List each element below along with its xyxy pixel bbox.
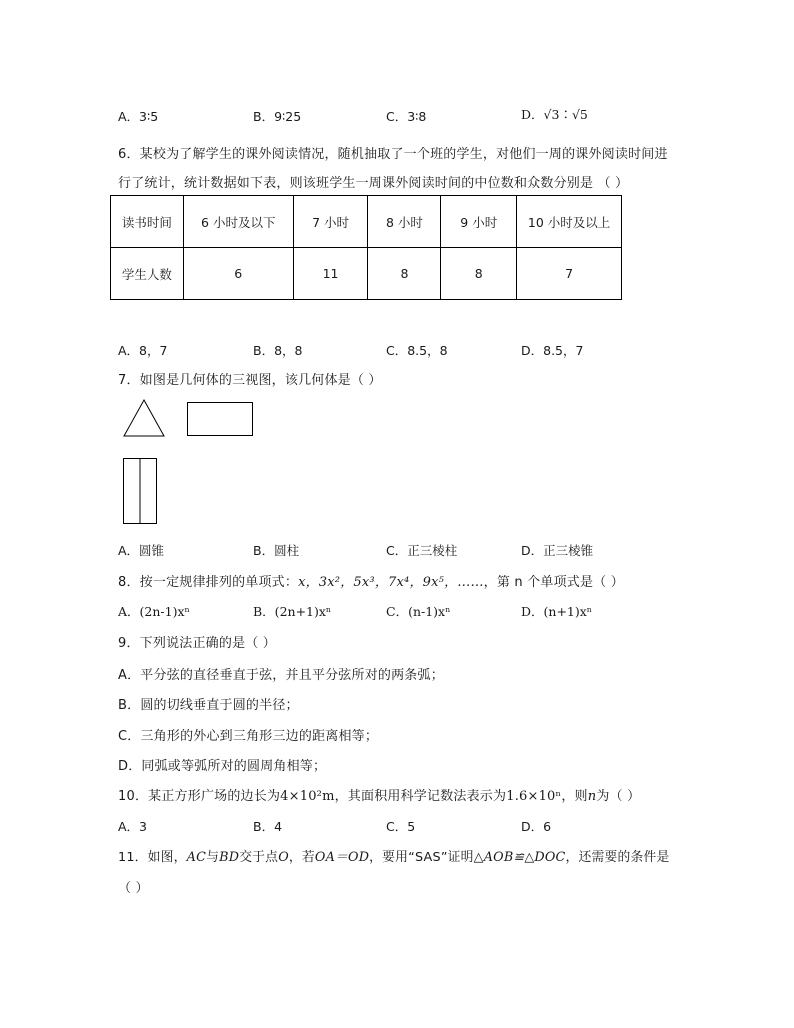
- table-cell: 6 小时及以下: [183, 196, 293, 248]
- table-cell: 8: [441, 248, 517, 300]
- table-cell: 8: [368, 248, 441, 300]
- q11-point-o: O: [278, 850, 289, 865]
- q11-stem-part5: ，要用“SAS”证明: [369, 850, 474, 865]
- q10-option-d: D．6: [521, 819, 552, 834]
- q5-option-d: D．√3∶√5: [521, 107, 588, 122]
- q6-option-d: D．8.5，7: [521, 343, 584, 358]
- table-cell: 9 小时: [441, 196, 517, 248]
- table-cell: 读书时间: [111, 196, 184, 248]
- q6-stem-line2: 行了统计，统计数据如下表，则该班学生一周课外阅读时间的中位数和众数分别是 （ ）: [118, 176, 629, 191]
- q10-side-length: 4×10²m: [280, 789, 335, 804]
- q7-option-d: D．正三棱锥: [521, 543, 594, 558]
- q10-stem-part1: 10．某正方形广场的边长为: [118, 789, 281, 804]
- q8-stem-end: ，第 n 个单项式是（ ）: [483, 575, 624, 590]
- q11-stem: [118, 846, 670, 865]
- table-cell: 8 小时: [368, 196, 441, 248]
- table-header-row: [111, 196, 622, 248]
- table-row-label: 学生人数: [111, 248, 184, 300]
- q6-option-a: A．8，7: [118, 343, 168, 358]
- q8-stem-start: 8．按一定规律排列的单项式：: [118, 575, 299, 590]
- q6-stem-line1: 6．某校为了解学生的课外阅读情况，随机抽取了一个班的学生，对他们一周的课外阅读时间进: [118, 147, 668, 162]
- q7-option-c: C．正三棱柱: [386, 543, 458, 558]
- q5-option-a: A．3∶5: [118, 109, 159, 124]
- q10-stem-part2: ，其面积用科学记数法表示为: [334, 789, 507, 804]
- table-cell: 7 小时: [293, 196, 368, 248]
- q10-stem-part4: 为（ ）: [596, 789, 641, 804]
- q6-option-b: B．8，8: [253, 343, 303, 358]
- q11-segment-bd: BD: [219, 850, 240, 865]
- q11-stem-part6: ，还需要的条件是: [565, 850, 670, 865]
- q11-stem-part2: 与: [206, 850, 220, 865]
- q5-option-b: B．9∶25: [253, 109, 302, 124]
- q8-option-a: A．(2n-1)xⁿ: [118, 604, 190, 619]
- q10-stem-part3: ，则: [561, 789, 588, 804]
- reading-time-table: [110, 195, 622, 300]
- table-cell: 6: [183, 248, 293, 300]
- q6-option-c: C．8.5，8: [386, 343, 448, 358]
- q11-stem-part3: 交于点: [239, 850, 279, 865]
- table-row: [111, 248, 622, 300]
- q8-stem: [118, 571, 624, 590]
- q8-option-d: D．(n+1)xⁿ: [521, 604, 593, 619]
- q9-option-b: B．圆的切线垂直于圆的半径；: [118, 698, 299, 713]
- q9-option-c: C．三角形的外心到三角形三边的距离相等；: [118, 729, 379, 744]
- q10-area: 1.6×10ⁿ: [506, 789, 562, 804]
- q8-option-b: B．(2n+1)xⁿ: [253, 604, 332, 619]
- table-cell: 7: [517, 248, 622, 300]
- q9-stem: 9．下列说法正确的是（ ）: [118, 636, 277, 651]
- q11-stem-part4: ，若: [288, 850, 315, 865]
- q8-sequence: x，3x²，5x³，7x⁴，9x⁵，……: [298, 575, 484, 590]
- side-view-rectangle: [186, 401, 256, 439]
- q5-option-c: C．3∶8: [386, 109, 427, 124]
- q10-variable: n: [587, 789, 597, 804]
- q7-option-a: A．圆锥: [118, 543, 165, 558]
- q8-option-c: C．(n-1)xⁿ: [386, 604, 451, 619]
- q10-option-a: A．3: [118, 819, 148, 834]
- table-cell: 10 小时及以上: [517, 196, 622, 248]
- table-cell: 11: [293, 248, 368, 300]
- q11-answer-bracket: （ ）: [118, 881, 149, 896]
- q7-option-b: B．圆柱: [253, 543, 300, 558]
- q7-stem: 7．如图是几何体的三视图，该几何体是（ ）: [118, 373, 382, 388]
- q11-stem-part1: 11．如图，: [118, 850, 187, 865]
- q11-congruence: △AOB≌△DOC: [473, 850, 566, 865]
- q11-segment-ac: AC: [186, 850, 207, 865]
- top-view-divided-rectangle: [121, 457, 161, 527]
- q10-stem: [118, 785, 640, 804]
- front-view-triangle: [120, 398, 170, 440]
- q9-option-a: A．平分弦的直径垂直于弦，并且平分弦所对的两条弧；: [118, 668, 444, 683]
- q11-condition: OA＝OD: [314, 850, 370, 865]
- q10-option-b: B．4: [253, 819, 283, 834]
- q10-option-c: C．5: [386, 819, 416, 834]
- q9-option-d: D．同弧或等弧所对的圆周角相等；: [118, 759, 327, 774]
